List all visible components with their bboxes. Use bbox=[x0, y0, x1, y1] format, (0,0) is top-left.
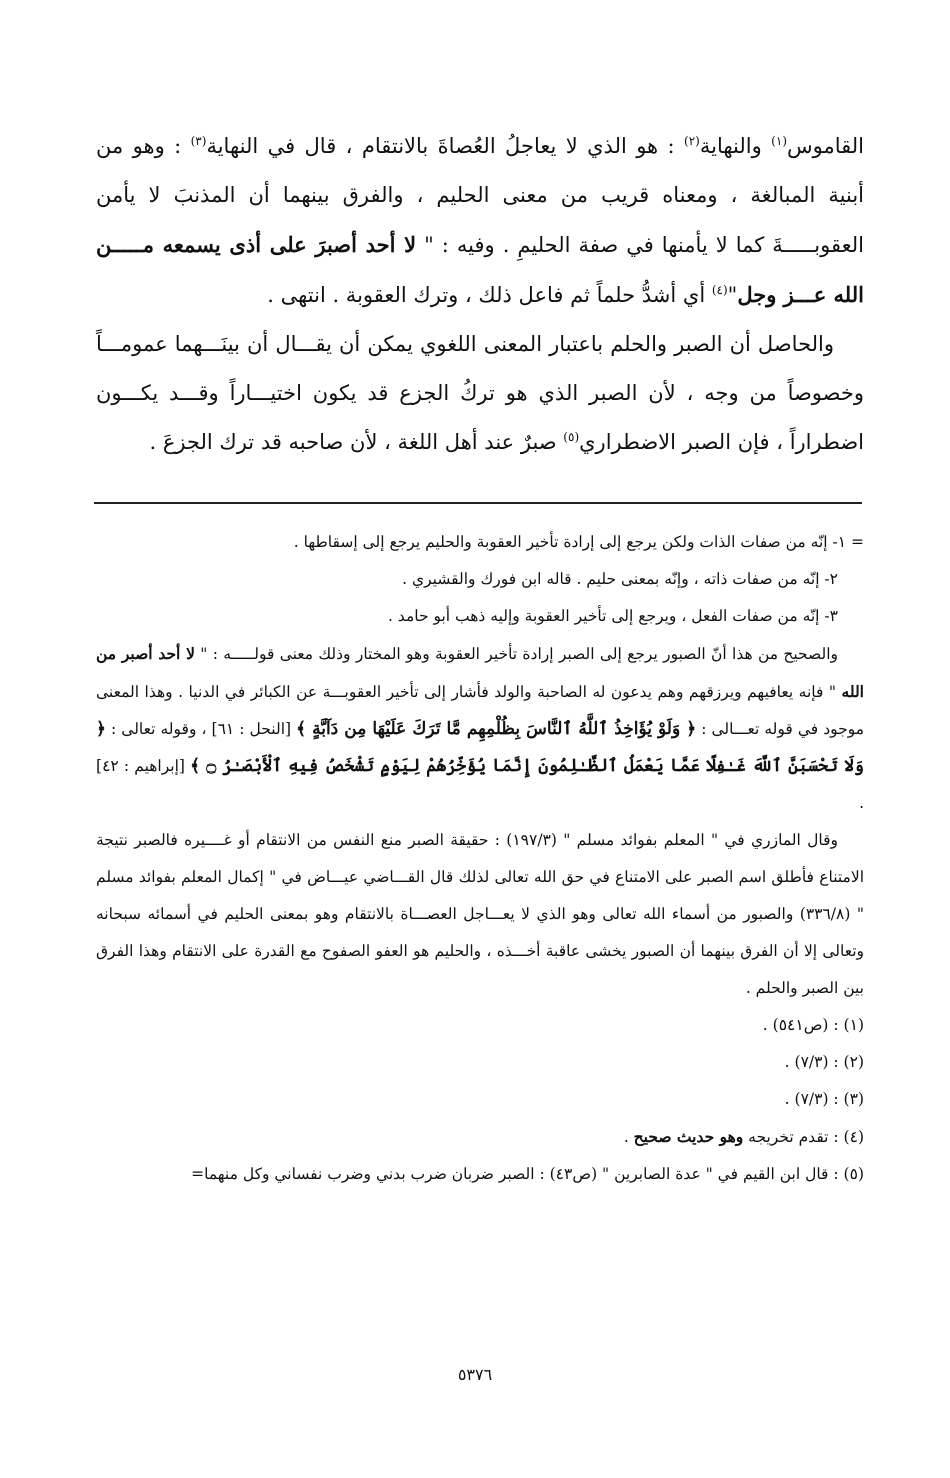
main-text bbox=[96, 122, 864, 467]
hadith-quote: لا أحد أصبر من الله bbox=[96, 644, 864, 701]
note-line-1: = ١- إنّه من صفات الذات ولكن يرجع إلى إرادة تأخير العقوبة والحليم يرجع إلى إسقاطها . bbox=[293, 533, 864, 551]
text-run: : وهو من أبنية المبالغة ، ومعناه قريب من معنى الحليم ، والفرق بينهما أن المذنبَ لا يأمن العقوبـــــةَ كما لا يأمنها في صفة الحليمِ . وفيه : " bbox=[96, 134, 864, 257]
quran-verse-2: ﴿ وَلَا تَحْسَبَنَّ ٱللَّهَ غَـٰفِلًا عَمَّا يَعْمَلُ ٱلظَّـٰلِمُونَ إِنَّمَا يُؤَخِّرُهُمْ لِيَوْمٍ تَشْخَصُ فِيهِ ٱلْأَبْصَـٰرُ ۝ ﴾ bbox=[96, 719, 864, 776]
hadith-quote: لا أحد أصبرَ على أذى يسمعه مـــــن الله عـــز وجل bbox=[96, 232, 864, 307]
footnote-3: (٣) : (٧/٣) . bbox=[784, 1090, 864, 1108]
text-run: (٤) : تقدم تخريجه bbox=[743, 1128, 864, 1146]
footnote-2: (٢) : (٧/٣) . bbox=[784, 1053, 864, 1071]
text-run: " فإنه يعافيهم ويرزقهم وهم يدعون له الصاحبة والولد فأشار إلى تأخير العقوبـــة عن الكبائر في الدنيا . وهذا المعنى موجود في قوله تعـــالى : bbox=[96, 683, 865, 738]
note-line-3: ٣- إنّه من صفات الفعل ، ويرجع إلى تأخير العقوبة وإليه ذهب أبو حامد . bbox=[387, 607, 838, 625]
footnote-1: (١) : (ص٥٤١) . bbox=[762, 1016, 864, 1034]
quran-verse-1: ﴿ وَلَوْ يُؤَاخِذُ ٱللَّهُ ٱلنَّاسَ بِظُلْمِهِم مَّا تَرَكَ عَلَيْهَا مِن دَآبَّةٍ ﴾ bbox=[296, 719, 697, 739]
paragraph-2 bbox=[96, 320, 864, 467]
footnote-divider bbox=[94, 502, 862, 504]
text-run: والحاصل أن الصبر والحلم باعتبار المعنى اللغوي يمكن أن يقـــال أن بينَـــهما عمومـــاً وخصوصاً من وجه ، لأن الصبر الذي هو تركُ الجزع قد يكون اختيـــاراً وقـــد يكـــون اضطراراً ، فإن الصبر الاضطراري bbox=[96, 332, 864, 454]
footnote-4 bbox=[96, 1118, 864, 1156]
footnote-ref-2: (٢) bbox=[684, 134, 700, 148]
note-line-2: ٢- إنّه من صفات ذاته ، وإنّه بمعنى حليم . قاله ابن فورك والقشيري . bbox=[402, 570, 838, 588]
page-number: ٥٣٧٦ bbox=[457, 1365, 493, 1384]
footnote-ref-3: (٣) bbox=[190, 134, 207, 148]
text-run: صبرٌ عند أهل اللغة ، لأن صاحبه قد ترك الجزعَ . bbox=[149, 430, 564, 454]
text-run: " bbox=[727, 283, 738, 307]
text-run: والصحيح من هذا أنّ الصبور يرجع إلى الصبر إرادة تأخير العقوبة وهو المختار وذلك معنى قولـــــه : " bbox=[194, 645, 838, 663]
footnote-ref-5: (٥) bbox=[563, 430, 580, 444]
text-run: والنهاية bbox=[699, 134, 772, 158]
paragraph-1 bbox=[96, 122, 864, 320]
text-run: أي أشدُّ حلماً ثم فاعل ذلك ، وترك العقوبة . انتهى . bbox=[267, 283, 712, 307]
note-paragraph-mazari: وقال المازري في " المعلم بفوائد مسلم " (١٩٧/٣) : حقيقة الصبر منع النفس من الانتقام أو غــــيره فالصبر نتيجة الامتناع فأطلق اسم الصبر على الامتناع في حق الله تعالى لذلك قال القـــاضي عيـــاض في " إكمال المعلم بفوائد مسلم " (٣٣٦/٨) والصبور من أسماء الله تعالى وهو الذي لا يعـــاجل العصـــاة بالانتقام وهو بمعنى الحليم في أسمائه سبحانه وتعالى إلا أن الفرق بينهما أن الصبور يخشى عاقبة أخـــذه ، والحليم هو العفو الصفوح مع القدرة على الانتقام وهذا الفرق بين الصبر والحلم . bbox=[96, 831, 864, 997]
footnotes bbox=[96, 524, 864, 1193]
footnote-ref-4: (٤) bbox=[711, 283, 728, 297]
bold-text: وهو حديث صحيح bbox=[633, 1127, 744, 1146]
text-run: . bbox=[623, 1128, 634, 1146]
text-run: [النحل : ٦١] ، وقوله تعالى : bbox=[105, 720, 297, 738]
text-run: [إبراهيم : ٤٢] . bbox=[96, 757, 864, 812]
text-run: : هو الذي لا يعاجلُ العُصاةَ بالانتقام ، قال في النهاية bbox=[206, 134, 685, 158]
footnote-5: (٥) : قال ابن القيم في " عدة الصابرين " (ص٤٣) : الصبر ضربان ضرب بدني وضرب نفساني وكل منهما= bbox=[191, 1165, 864, 1183]
footnote-ref-1: (١) bbox=[771, 134, 787, 148]
text-run: القاموس bbox=[787, 134, 864, 158]
note-paragraph-quran bbox=[96, 635, 864, 822]
